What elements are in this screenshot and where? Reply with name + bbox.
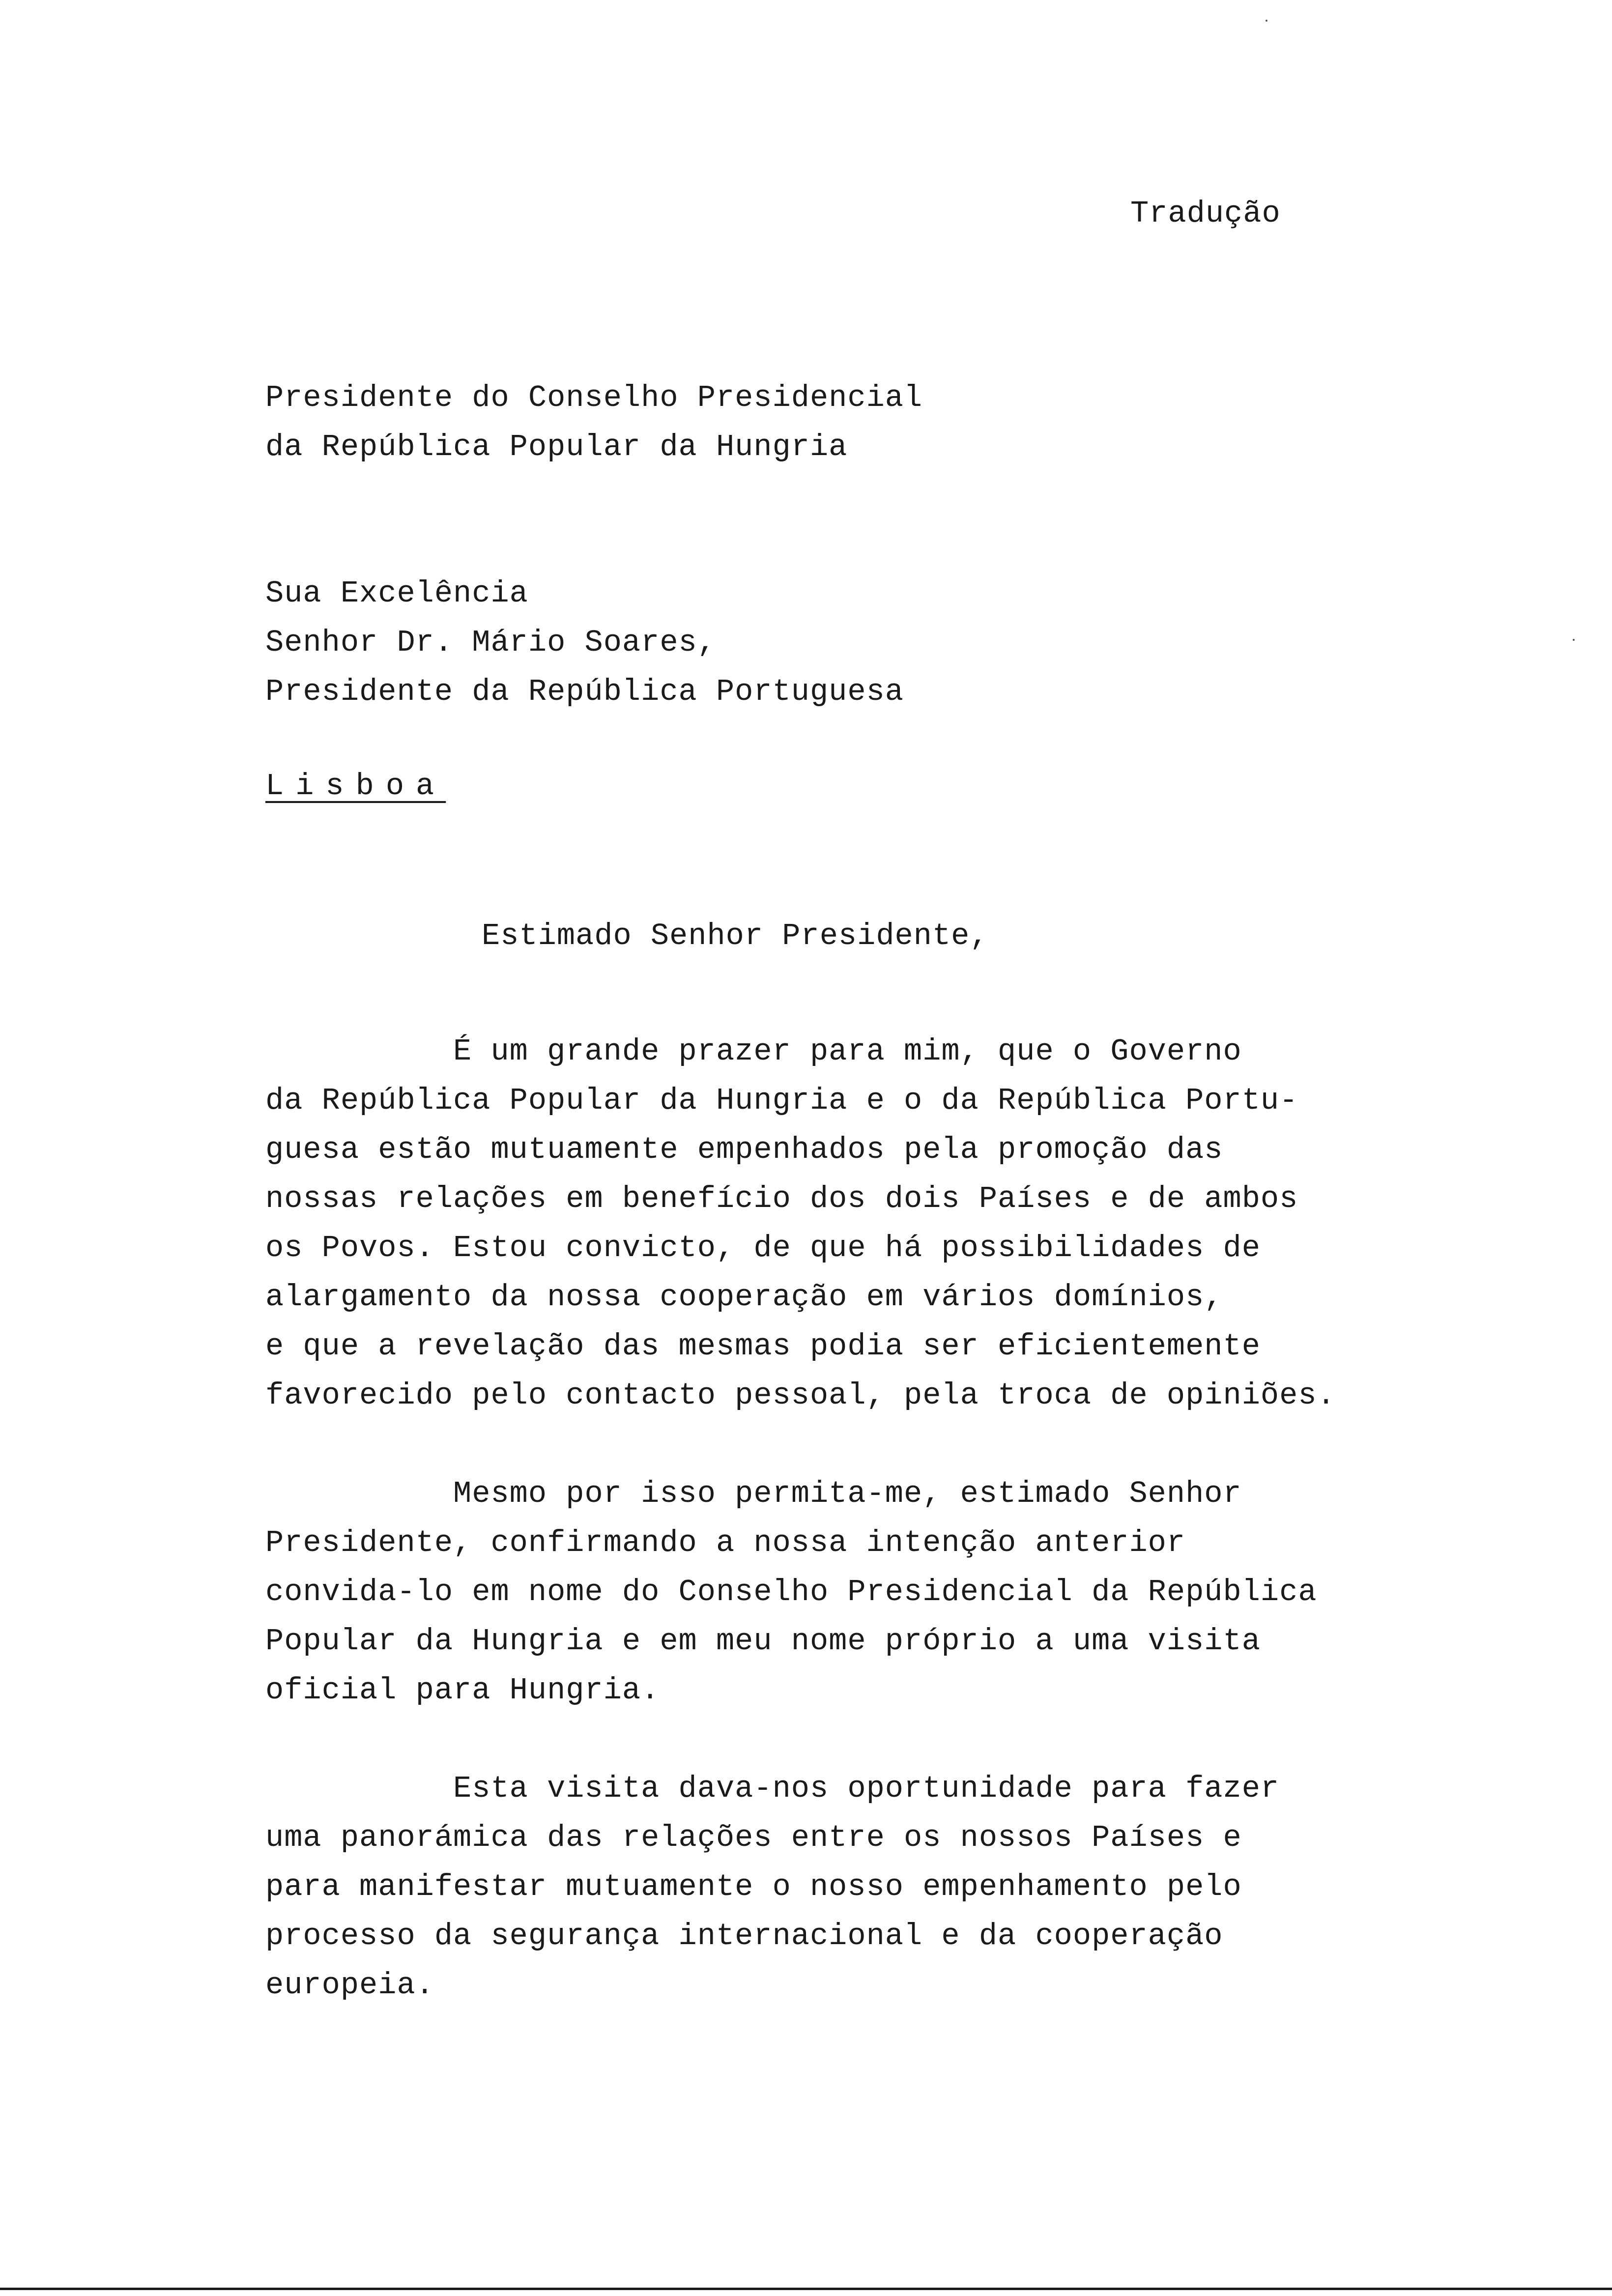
sender-line-1: Presidente do Conselho Presidencial <box>265 380 923 415</box>
paragraph-2-line: Presidente, confirmando a nossa intenção anterior <box>265 1525 1186 1560</box>
paragraph-1-line: É um grande prazer para mim, que o Governo <box>265 1034 1242 1069</box>
paragraph-3-line: para manifestar mutuamente o nosso empenhamento pelo <box>265 1869 1242 1904</box>
paragraph-2-line: convida-lo em nome do Conselho Presidencial da República <box>265 1575 1317 1609</box>
city-underlined: Lisboa <box>265 769 446 804</box>
paragraph-1-line: favorecido pelo contacto pessoal, pela troca de opiniões. <box>265 1378 1336 1413</box>
paragraph-1-line: guesa estão mutuamente empenhados pela promoção das <box>265 1132 1223 1167</box>
paragraph-1 <box>265 1027 1445 1420</box>
paragraph-3-line: Esta visita dava-nos oportunidade para fazer <box>265 1771 1280 1806</box>
scan-speck <box>1573 639 1575 641</box>
paragraph-2-line: Mesmo por isso permita-me, estimado Senhor <box>265 1476 1242 1511</box>
paragraph-3 <box>265 1764 1445 2010</box>
sender-line-2: da República Popular da Hungria <box>265 430 848 464</box>
paragraph-1-line: e que a revelação das mesmas podia ser eficientemente <box>265 1329 1261 1364</box>
paragraph-3-line: processo da segurança internacional e da cooperação <box>265 1919 1223 1953</box>
paragraph-1-line: os Povos. Estou convicto, de que há possibilidades de <box>265 1231 1261 1265</box>
paragraph-2 <box>265 1469 1445 1715</box>
paragraph-3-line: uma panorámica das relações entre os nossos Países e <box>265 1820 1242 1855</box>
salutation: Estimado Senhor Presidente, <box>482 918 989 953</box>
paragraph-1-line: da República Popular da Hungria e o da República Portu- <box>265 1083 1298 1118</box>
paragraph-2-line: oficial para Hungria. <box>265 1673 660 1708</box>
addressee-line-2: Senhor Dr. Mário Soares, <box>265 625 716 660</box>
paragraph-2-line: Popular da Hungria e em meu nome próprio a uma visita <box>265 1624 1261 1659</box>
paragraph-1-line: alargamento da nossa cooperação em vários domínios, <box>265 1280 1223 1315</box>
paragraph-3-line: europeia. <box>265 1968 434 2003</box>
page-bottom-edge <box>0 2288 1612 2290</box>
paragraph-1-line: nossas relações em benefício dos dois Países e de ambos <box>265 1181 1298 1216</box>
addressee-line-3: Presidente da República Portuguesa <box>265 674 904 709</box>
translation-label: Tradução <box>1130 196 1281 231</box>
addressee-line-1: Sua Excelência <box>265 576 528 611</box>
scan-speck <box>1266 20 1267 22</box>
